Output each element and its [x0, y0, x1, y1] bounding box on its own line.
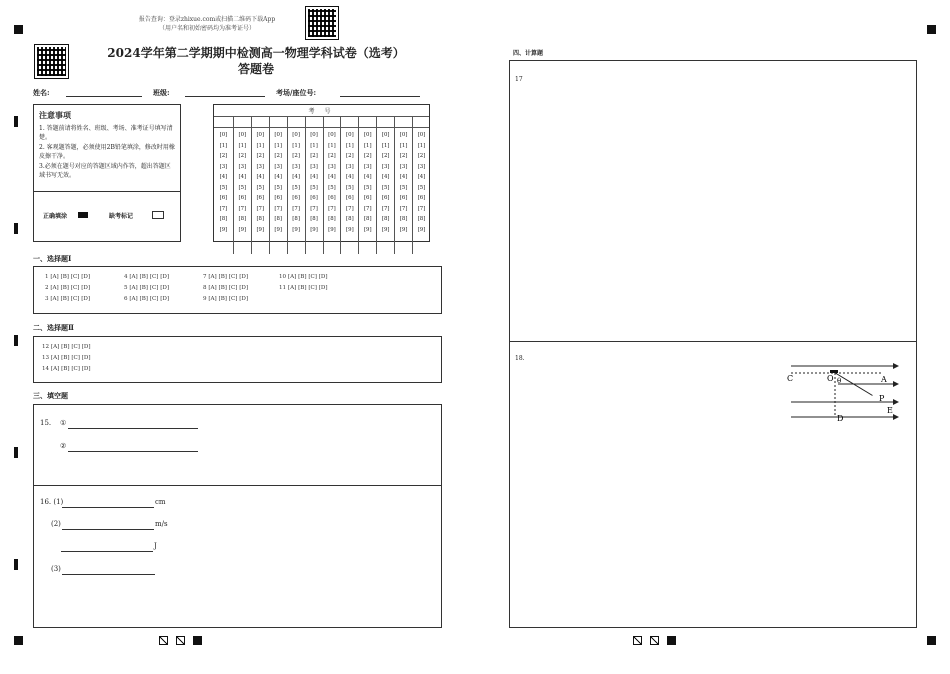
exam-digit-bubble[interactable]: [6] — [328, 195, 336, 201]
exam-digit-bubble[interactable]: [2] — [274, 153, 283, 159]
exam-digit-bubble[interactable]: [5] — [363, 184, 372, 191]
q16-2-field[interactable] — [62, 529, 154, 530]
exam-digit-bubble[interactable]: [2] — [292, 153, 300, 159]
choice-item[interactable]: 6 [A] [B] [C] [D] — [124, 296, 170, 302]
choice-item[interactable]: 1 [A] [B] [C] [D] — [45, 274, 91, 280]
exam-digit-bubble[interactable]: [6] — [346, 195, 354, 201]
exam-digit-bubble[interactable]: [5] — [381, 184, 390, 191]
exam-digit-bubble[interactable]: [1] — [292, 142, 300, 149]
exam-number-header: 考 号 — [308, 108, 335, 115]
exam-digit-bubble[interactable]: [5] — [219, 184, 228, 191]
choice-item[interactable]: 11 [A] [B] [C] [D] — [279, 285, 328, 291]
exam-digit-bubble[interactable]: [7] — [381, 205, 390, 212]
exam-digit-bubble[interactable]: [3] — [417, 163, 426, 170]
exam-digit-bubble[interactable]: [9] — [328, 226, 336, 233]
section2-box — [33, 336, 442, 383]
exam-digit-bubble[interactable]: [1] — [381, 142, 390, 149]
timing-mark — [14, 116, 18, 127]
exam-digit-bubble[interactable]: [3] — [238, 163, 247, 170]
page-mark — [176, 636, 185, 645]
report-query-line: 报告查询：登录zhixue.com或扫描二维码下载App — [138, 16, 276, 23]
exam-number-column[interactable] — [251, 116, 269, 254]
exam-digit-bubble[interactable]: [2] — [399, 153, 408, 159]
exam-digit-bubble[interactable]: [0] — [256, 132, 265, 138]
exam-digit-bubble[interactable]: [3] — [399, 163, 408, 170]
exam-digit-bubble[interactable]: [4] — [219, 174, 228, 180]
exam-digit-bubble[interactable]: [5] — [292, 184, 300, 191]
app-qr-code — [305, 6, 339, 40]
exam-digit-bubble[interactable]: [4] — [310, 174, 318, 180]
notice-title: 注意事项 — [39, 110, 71, 120]
diagram-label-d: D — [837, 414, 844, 423]
class-field[interactable] — [185, 96, 265, 97]
exam-digit-bubble[interactable]: [8] — [328, 216, 336, 222]
exam-digit-bubble[interactable]: [7] — [399, 205, 408, 212]
q16-part2-label: (2) — [51, 520, 61, 528]
exam-digit-bubble[interactable]: [2] — [219, 153, 228, 159]
choice-item[interactable]: 4 [A] [B] [C] [D] — [124, 274, 170, 280]
choice-item[interactable]: 10 [A] [B] [C] [D] — [279, 274, 328, 280]
exam-digit-bubble[interactable]: [5] — [238, 184, 247, 191]
timing-mark — [14, 559, 18, 570]
exam-digit-bubble[interactable]: [9] — [363, 226, 372, 233]
exam-digit-bubble[interactable]: [8] — [381, 216, 390, 222]
exam-digit-bubble[interactable]: [7] — [417, 205, 426, 212]
exam-number-column[interactable] — [215, 116, 232, 254]
timing-mark — [14, 335, 18, 346]
choice-item[interactable]: 8 [A] [B] [C] [D] — [203, 285, 249, 291]
exam-digit-bubble[interactable]: [1] — [310, 142, 318, 149]
exam-digit-bubble[interactable]: [7] — [274, 205, 283, 212]
q16-3-field[interactable] — [62, 574, 155, 575]
notice-box — [33, 104, 181, 242]
exam-digit-bubble[interactable]: [0] — [417, 132, 426, 138]
exam-digit-bubble[interactable]: [5] — [346, 184, 354, 191]
exam-digit-bubble[interactable]: [7] — [238, 205, 247, 212]
exam-title: 2024学年第二学期期中检测高一物理学科试卷（选考） — [107, 46, 405, 60]
report-password-note: （用户名和初始密码均为准考证号） — [158, 25, 255, 32]
diagram-label-e: E — [887, 406, 893, 415]
name-field[interactable] — [66, 96, 142, 97]
exam-digit-bubble[interactable]: [0] — [346, 132, 354, 138]
timing-mark — [14, 223, 18, 234]
exam-digit-bubble[interactable]: [6] — [399, 195, 408, 201]
exam-digit-bubble[interactable]: [0] — [292, 132, 300, 138]
exam-digit-bubble[interactable]: [8] — [363, 216, 372, 222]
exam-digit-bubble[interactable]: [8] — [238, 216, 247, 222]
exam-digit-bubble[interactable]: [7] — [363, 205, 372, 212]
choice-item[interactable]: 7 [A] [B] [C] [D] — [203, 274, 249, 280]
section1-box — [33, 266, 442, 314]
exam-digit-bubble[interactable]: [4] — [346, 174, 354, 180]
choice-row-14[interactable]: 14 [A] [B] [C] [D] — [42, 366, 91, 372]
exam-digit-bubble[interactable]: [9] — [417, 226, 426, 233]
q15-blank2-field[interactable] — [68, 451, 198, 452]
section3-title: 三、填空题 — [33, 391, 68, 400]
exam-digit-bubble[interactable]: [5] — [274, 184, 283, 191]
exam-digit-bubble[interactable]: [1] — [274, 142, 283, 149]
exam-number-column[interactable] — [233, 116, 251, 254]
exam-digit-bubble[interactable]: [3] — [256, 163, 265, 170]
q16-unit-j: J — [154, 542, 157, 550]
exam-digit-bubble[interactable]: [2] — [381, 153, 390, 159]
q15-blank1-field[interactable] — [68, 428, 198, 429]
section1-choices — [45, 274, 435, 312]
exam-digit-bubble[interactable]: [8] — [346, 216, 354, 222]
exam-number-column[interactable] — [323, 116, 341, 254]
exam-digit-bubble[interactable]: [8] — [256, 216, 265, 222]
exam-digit-bubble[interactable]: [6] — [363, 195, 372, 201]
exam-digit-bubble[interactable]: [4] — [328, 174, 336, 180]
exam-digit-bubble[interactable]: [3] — [328, 163, 336, 170]
exam-digit-bubble[interactable]: [9] — [219, 226, 228, 233]
class-label: 班级: — [153, 88, 170, 97]
seat-field[interactable] — [340, 96, 420, 97]
correct-fill-example — [78, 212, 88, 218]
exam-digit-bubble[interactable]: [0] — [310, 132, 318, 138]
exam-digit-bubble[interactable]: [2] — [310, 153, 318, 159]
corner-mark-top-right — [927, 25, 936, 34]
exam-digit-bubble[interactable]: [8] — [219, 216, 228, 222]
diagram-label-theta: θ — [837, 377, 842, 385]
exam-digit-bubble[interactable]: [3] — [292, 163, 300, 170]
exam-digit-bubble[interactable]: [4] — [274, 174, 283, 180]
exam-digit-bubble[interactable]: [9] — [274, 226, 283, 233]
exam-digit-bubble[interactable]: [1] — [417, 142, 426, 149]
exam-digit-bubble[interactable]: [0] — [274, 132, 283, 138]
diagram-label-a: A — [881, 375, 887, 384]
exam-digit-bubble[interactable]: [6] — [417, 195, 426, 201]
exam-digit-bubble[interactable]: [1] — [346, 142, 354, 149]
choice-item[interactable]: 3 [A] [B] [C] [D] — [45, 296, 91, 302]
exam-digit-bubble[interactable]: [6] — [256, 195, 265, 201]
choice-row-12[interactable]: 12 [A] [B] [C] [D] — [42, 344, 91, 350]
absent-checkbox[interactable] — [152, 211, 164, 219]
exam-digit-bubble[interactable]: [7] — [219, 205, 228, 212]
exam-number-column[interactable] — [376, 116, 394, 254]
exam-digit-bubble[interactable]: [2] — [328, 153, 336, 159]
exam-digit-bubble[interactable]: [1] — [328, 142, 336, 149]
exam-digit-bubble[interactable]: [9] — [346, 226, 354, 233]
q15-blank1-label: ① — [60, 419, 67, 427]
exam-digit-bubble[interactable]: [8] — [274, 216, 283, 222]
exam-digit-bubble[interactable]: [2] — [238, 153, 247, 159]
section4-title: 四、计算题 — [513, 50, 544, 57]
notice-item: 1. 答题前请将姓名、班级、考场、准考证号填写清楚。 — [39, 125, 173, 141]
exam-digit-bubble[interactable]: [0] — [381, 132, 390, 138]
exam-digit-bubble[interactable]: [6] — [310, 195, 318, 201]
diagram-label-c: C — [787, 374, 794, 383]
exam-digit-bubble[interactable]: [9] — [292, 226, 300, 233]
q16-1-field[interactable] — [62, 507, 154, 508]
exam-digit-bubble[interactable]: [3] — [274, 163, 283, 170]
diagram-label-o: O — [827, 374, 834, 383]
exam-digit-bubble[interactable]: [4] — [399, 174, 408, 180]
exam-digit-bubble[interactable]: [7] — [346, 205, 354, 212]
exam-digit-bubble[interactable]: [2] — [256, 153, 265, 159]
exam-digit-bubble[interactable]: [4] — [256, 174, 265, 180]
exam-number-column[interactable] — [412, 116, 430, 254]
exam-number-grid — [213, 104, 430, 242]
exam-digit-bubble[interactable]: [4] — [363, 174, 372, 180]
exam-number-column[interactable] — [394, 116, 412, 254]
exam-digit-bubble[interactable]: [5] — [328, 184, 336, 191]
exam-digit-bubble[interactable]: [4] — [417, 174, 426, 180]
exam-digit-bubble[interactable]: [1] — [363, 142, 372, 149]
exam-digit-bubble[interactable]: [4] — [292, 174, 300, 180]
exam-digit-bubble[interactable]: [6] — [274, 195, 283, 201]
choice-item[interactable]: 9 [A] [B] [C] [D] — [203, 296, 249, 302]
exam-digit-bubble[interactable]: [9] — [381, 226, 390, 233]
exam-digit-bubble[interactable]: [4] — [381, 174, 390, 180]
exam-digit-bubble[interactable]: [7] — [292, 205, 300, 212]
diagram-label-p: P — [879, 394, 885, 403]
student-qr-code — [34, 44, 69, 79]
section2-title: 二、选择题Ⅱ — [33, 323, 74, 332]
exam-number-column[interactable] — [305, 116, 323, 254]
q16-number: 16. (1) — [40, 498, 64, 506]
q16-unit-ms: m/s — [155, 520, 168, 528]
q15-number: 15. — [40, 419, 52, 427]
exam-digit-bubble[interactable]: [0] — [363, 132, 372, 138]
q16-part3-label: (3) — [51, 565, 61, 573]
exam-digit-bubble[interactable]: [9] — [256, 226, 265, 233]
section1-title: 一、选择题Ⅰ — [33, 254, 72, 263]
exam-digit-bubble[interactable]: [8] — [399, 216, 408, 222]
exam-digit-bubble[interactable]: [9] — [238, 226, 247, 233]
exam-digit-bubble[interactable]: [8] — [292, 216, 300, 222]
exam-digit-bubble[interactable]: [3] — [346, 163, 354, 170]
exam-digit-bubble[interactable]: [3] — [310, 163, 318, 170]
q18-number: 18. — [515, 355, 525, 362]
seat-label: 考场/座位号: — [276, 88, 317, 97]
exam-digit-bubble[interactable]: [5] — [256, 184, 265, 191]
exam-number-column[interactable] — [340, 116, 358, 254]
exam-digit-bubble[interactable]: [7] — [256, 205, 265, 212]
answer-sheet-subtitle: 答题卷 — [237, 62, 274, 76]
name-label: 姓名: — [33, 88, 50, 97]
exam-digit-bubble[interactable]: [4] — [238, 174, 247, 180]
exam-digit-bubble[interactable]: [5] — [399, 184, 408, 191]
exam-digit-bubble[interactable]: [0] — [328, 132, 336, 138]
choice-row-13[interactable]: 13 [A] [B] [C] [D] — [42, 355, 91, 361]
timing-mark — [14, 447, 18, 458]
exam-digit-bubble[interactable]: [5] — [417, 184, 426, 191]
q17-number: 17 — [515, 76, 523, 83]
page-mark — [633, 636, 642, 645]
exam-number-column[interactable] — [358, 116, 376, 254]
section3-box — [33, 404, 442, 628]
notice-item: 3.必须在题号对应的答题区域内作答，超出答题区域书写无效。 — [39, 163, 171, 179]
exam-digit-bubble[interactable]: [1] — [399, 142, 408, 149]
exam-digit-bubble[interactable]: [5] — [310, 184, 318, 191]
exam-digit-bubble[interactable]: [7] — [328, 205, 336, 212]
choice-item[interactable]: 5 [A] [B] [C] [D] — [124, 285, 170, 291]
exam-number-column[interactable] — [287, 116, 305, 254]
corner-mark-bottom-left — [14, 636, 23, 645]
exam-digit-bubble[interactable]: [1] — [219, 142, 228, 149]
exam-digit-bubble[interactable]: [8] — [310, 216, 318, 222]
corner-mark-top-left — [14, 25, 23, 34]
exam-digit-bubble[interactable]: [2] — [417, 153, 426, 159]
exam-digit-bubble[interactable]: [2] — [346, 153, 354, 159]
exam-digit-bubble[interactable]: [0] — [399, 132, 408, 138]
exam-digit-bubble[interactable]: [8] — [417, 216, 426, 222]
exam-number-column[interactable] — [269, 116, 287, 254]
exam-digit-bubble[interactable]: [0] — [238, 132, 247, 138]
page-mark-solid — [667, 636, 676, 645]
exam-digit-bubble[interactable]: [6] — [381, 195, 390, 201]
exam-digit-bubble[interactable]: [2] — [363, 153, 372, 159]
exam-digit-bubble[interactable]: [6] — [292, 195, 300, 201]
choice-item[interactable]: 2 [A] [B] [C] [D] — [45, 285, 91, 291]
corner-mark-bottom-right — [927, 636, 936, 645]
notice-item: 2. 客观题答题，必须使用2B铅笔填涂，修改时用橡皮擦干净。 — [39, 144, 175, 160]
q18-diagram — [786, 361, 911, 423]
exam-number-columns — [214, 130, 429, 240]
exam-digit-bubble[interactable]: [1] — [238, 142, 247, 149]
q16-unit-cm: cm — [155, 498, 166, 506]
exam-digit-bubble[interactable]: [9] — [310, 226, 318, 233]
page-mark — [159, 636, 168, 645]
exam-digit-bubble[interactable]: [7] — [310, 205, 318, 212]
page-mark — [650, 636, 659, 645]
exam-digit-bubble[interactable]: [3] — [219, 163, 228, 170]
exam-digit-bubble[interactable]: [9] — [399, 226, 408, 233]
exam-digit-bubble[interactable]: [6] — [238, 195, 247, 201]
exam-digit-bubble[interactable]: [6] — [219, 195, 228, 201]
section4-box — [509, 60, 917, 628]
absent-label: 缺考标记 — [109, 213, 134, 220]
q15-blank2-label: ② — [60, 442, 67, 450]
page-mark-solid — [193, 636, 202, 645]
exam-digit-bubble[interactable]: [0] — [219, 132, 228, 138]
q16-2b-field[interactable] — [61, 551, 153, 552]
exam-digit-bubble[interactable]: [3] — [381, 163, 390, 170]
exam-digit-bubble[interactable]: [3] — [363, 163, 372, 170]
correct-fill-label: 正确填涂 — [43, 213, 68, 220]
exam-digit-bubble[interactable]: [1] — [256, 142, 265, 149]
